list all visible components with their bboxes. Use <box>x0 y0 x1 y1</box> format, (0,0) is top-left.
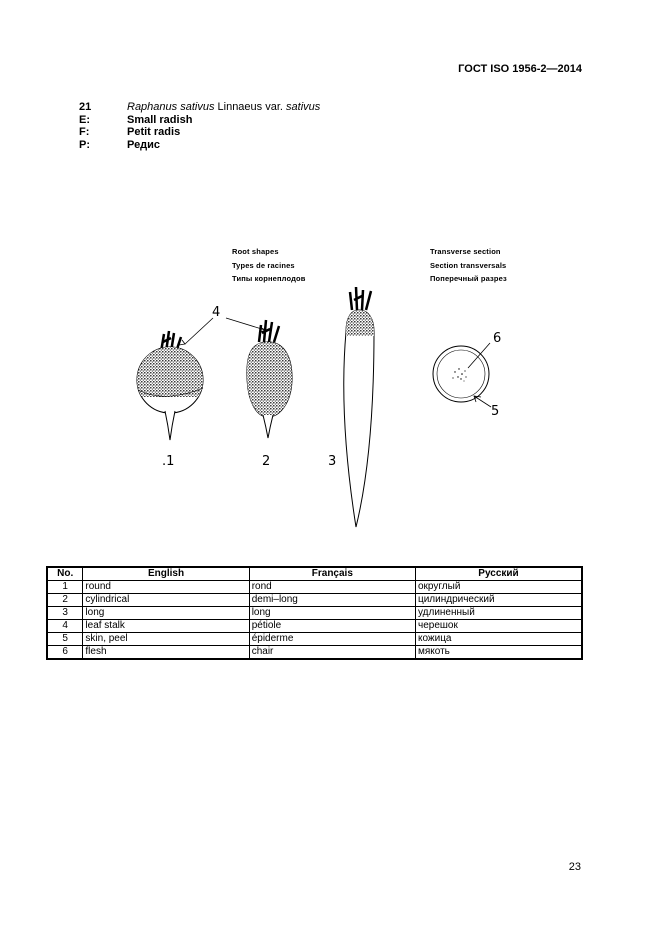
column-header: Русский <box>415 567 582 581</box>
column-header: English <box>83 567 249 581</box>
cell-number: 6 <box>47 646 83 660</box>
round-radish-drawing <box>135 331 205 440</box>
caption-line-en: Transverse section <box>430 247 501 256</box>
russian-name: Редис <box>127 138 161 151</box>
transverse-section-drawing <box>433 343 491 407</box>
cell-russian: округлый <box>415 581 582 594</box>
cell-russian: цилиндрический <box>415 594 582 607</box>
label-4: 4 <box>212 305 221 320</box>
cylindrical-radish-drawing <box>244 320 296 438</box>
column-header: Français <box>249 567 415 581</box>
cell-english: leaf stalk <box>83 620 249 633</box>
label-1: .1 <box>162 454 175 469</box>
latin-author: Linnaeus var. <box>214 101 287 113</box>
cell-number: 3 <box>47 607 83 620</box>
entry-number: 21 <box>79 101 92 113</box>
cell-russian: кожица <box>415 633 582 646</box>
lang-code-en: E: <box>79 113 90 126</box>
caption-line-fr: Section transversals <box>430 260 507 270</box>
label-2: 2 <box>262 454 271 469</box>
cell-english: round <box>83 581 249 594</box>
leaf-leader-2 <box>226 318 265 330</box>
cell-number: 1 <box>47 581 83 594</box>
table-row <box>47 646 582 660</box>
cell-number: 5 <box>47 633 83 646</box>
label-5: 5 <box>491 404 500 419</box>
cell-french: long <box>249 607 415 620</box>
table-row <box>47 620 582 633</box>
cell-french: pétiole <box>249 620 415 633</box>
cell-english: flesh <box>83 646 249 660</box>
cell-french: demi–long <box>249 594 415 607</box>
table-row <box>47 607 582 620</box>
table-row <box>47 581 582 594</box>
caption-line-fr: Types de racines <box>232 260 295 270</box>
cell-french: chair <box>249 646 415 660</box>
cell-russian: мякоть <box>415 646 582 660</box>
french-name: Petit radis <box>127 126 181 138</box>
standard-header: ГОСТ ISO 1956-2—2014 <box>458 63 582 75</box>
cell-russian: черешок <box>415 620 582 633</box>
lang-code-ru: P: <box>79 138 90 151</box>
long-radish-drawing <box>342 287 378 527</box>
column-header: No. <box>47 567 83 581</box>
cell-french: épiderme <box>249 633 415 646</box>
cell-number: 2 <box>47 594 83 607</box>
caption-line-en: Root shapes <box>232 247 279 256</box>
lang-code-fr: F: <box>79 126 90 138</box>
cell-russian: удлиненный <box>415 607 582 620</box>
page-number: 23 <box>568 861 581 873</box>
latin-variety: sativus <box>286 101 321 113</box>
label-6: 6 <box>493 331 502 346</box>
label-3: 3 <box>328 454 337 469</box>
table-header-row <box>47 567 582 581</box>
cell-english: cylindrical <box>83 594 249 607</box>
table-row <box>47 594 582 607</box>
caption-line-ru: Типы корнеплодов <box>232 274 306 283</box>
latin-genus: Raphanus sativus <box>127 101 215 113</box>
terms-table <box>46 566 583 660</box>
cell-english: long <box>83 607 249 620</box>
table-row <box>47 633 582 646</box>
caption-line-ru: Поперечный разрез <box>430 274 507 283</box>
cell-number: 4 <box>47 620 83 633</box>
cell-french: rond <box>249 581 415 594</box>
cell-english: skin, peel <box>83 633 249 646</box>
leaf-leader-1 <box>185 318 213 344</box>
english-name: Small radish <box>127 113 193 126</box>
